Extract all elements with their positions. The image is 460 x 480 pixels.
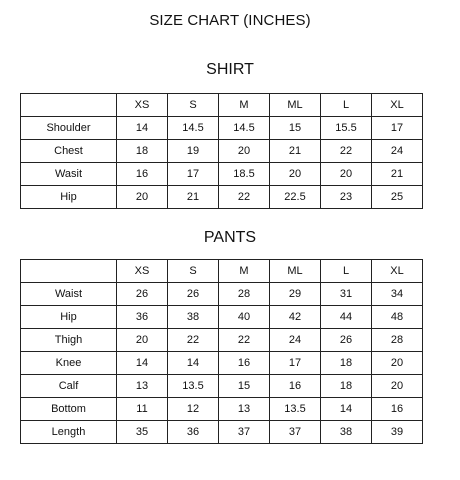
table-header-row (21, 94, 423, 117)
measurement-cell: 24 (270, 329, 321, 352)
measurement-cell: 14 (168, 352, 219, 375)
measurement-cell: 22 (219, 186, 270, 209)
shirt-heading: SHIRT (206, 61, 254, 78)
row-label: Knee (21, 352, 117, 375)
pants-heading: PANTS (203, 229, 257, 246)
measurement-cell: 16 (117, 163, 168, 186)
measurement-cell: 20 (117, 329, 168, 352)
measurement-cell: 20 (321, 163, 372, 186)
size-header: XL (372, 94, 423, 117)
measurement-cell: 13 (219, 398, 270, 421)
measurement-cell: 18.5 (219, 163, 270, 186)
measurement-cell: 22.5 (270, 186, 321, 209)
table-row (21, 163, 423, 186)
measurement-cell: 36 (168, 421, 219, 444)
measurement-cell: 14.5 (219, 117, 270, 140)
measurement-cell: 16 (372, 398, 423, 421)
size-header: ML (270, 260, 321, 283)
measurement-cell: 14 (117, 117, 168, 140)
measurement-cell: 25 (372, 186, 423, 209)
row-label: Bottom (21, 398, 117, 421)
measurement-cell: 20 (372, 375, 423, 398)
row-label: Length (21, 421, 117, 444)
table-row (21, 186, 423, 209)
measurement-cell: 21 (168, 186, 219, 209)
measurement-cell: 28 (219, 283, 270, 306)
measurement-cell: 37 (270, 421, 321, 444)
measurement-cell: 42 (270, 306, 321, 329)
shirt-size-table (20, 93, 423, 209)
measurement-cell: 15 (270, 117, 321, 140)
measurement-cell: 36 (117, 306, 168, 329)
size-header: M (219, 94, 270, 117)
size-header: L (321, 94, 372, 117)
measurement-cell: 29 (270, 283, 321, 306)
measurement-cell: 11 (117, 398, 168, 421)
size-header: ML (270, 94, 321, 117)
measurement-cell: 15.5 (321, 117, 372, 140)
table-header-row (21, 260, 423, 283)
table-row (21, 421, 423, 444)
measurement-cell: 39 (372, 421, 423, 444)
measurement-cell: 23 (321, 186, 372, 209)
corner-cell (21, 260, 117, 283)
measurement-cell: 20 (219, 140, 270, 163)
measurement-cell: 14 (321, 398, 372, 421)
measurement-cell: 31 (321, 283, 372, 306)
size-header: M (219, 260, 270, 283)
measurement-cell: 15 (219, 375, 270, 398)
measurement-cell: 13.5 (270, 398, 321, 421)
measurement-cell: 18 (117, 140, 168, 163)
table-row (21, 375, 423, 398)
measurement-cell: 26 (117, 283, 168, 306)
measurement-cell: 16 (270, 375, 321, 398)
size-header: S (168, 94, 219, 117)
measurement-cell: 17 (372, 117, 423, 140)
row-label: Calf (21, 375, 117, 398)
measurement-cell: 12 (168, 398, 219, 421)
size-header: XS (117, 260, 168, 283)
row-label: Shoulder (21, 117, 117, 140)
pants-size-table (20, 259, 423, 444)
table-row (21, 140, 423, 163)
measurement-cell: 35 (117, 421, 168, 444)
row-label: Wasit (21, 163, 117, 186)
table-row (21, 352, 423, 375)
measurement-cell: 20 (372, 352, 423, 375)
measurement-cell: 24 (372, 140, 423, 163)
measurement-cell: 21 (372, 163, 423, 186)
measurement-cell: 14.5 (168, 117, 219, 140)
row-label: Waist (21, 283, 117, 306)
page-title: SIZE CHART (INCHES) (149, 12, 311, 29)
measurement-cell: 18 (321, 352, 372, 375)
measurement-cell: 22 (321, 140, 372, 163)
measurement-cell: 26 (321, 329, 372, 352)
measurement-cell: 20 (270, 163, 321, 186)
measurement-cell: 38 (168, 306, 219, 329)
measurement-cell: 19 (168, 140, 219, 163)
row-label: Hip (21, 186, 117, 209)
size-header: XL (372, 260, 423, 283)
measurement-cell: 22 (168, 329, 219, 352)
table-row (21, 117, 423, 140)
table-row (21, 398, 423, 421)
size-header: XS (117, 94, 168, 117)
measurement-cell: 34 (372, 283, 423, 306)
size-header: L (321, 260, 372, 283)
measurement-cell: 13 (117, 375, 168, 398)
measurement-cell: 14 (117, 352, 168, 375)
measurement-cell: 48 (372, 306, 423, 329)
measurement-cell: 17 (270, 352, 321, 375)
measurement-cell: 20 (117, 186, 168, 209)
measurement-cell: 18 (321, 375, 372, 398)
table-row (21, 306, 423, 329)
measurement-cell: 17 (168, 163, 219, 186)
size-header: S (168, 260, 219, 283)
measurement-cell: 40 (219, 306, 270, 329)
row-label: Chest (21, 140, 117, 163)
measurement-cell: 22 (219, 329, 270, 352)
corner-cell (21, 94, 117, 117)
measurement-cell: 38 (321, 421, 372, 444)
measurement-cell: 16 (219, 352, 270, 375)
table-row (21, 283, 423, 306)
measurement-cell: 37 (219, 421, 270, 444)
table-row (21, 329, 423, 352)
row-label: Thigh (21, 329, 117, 352)
measurement-cell: 28 (372, 329, 423, 352)
row-label: Hip (21, 306, 117, 329)
measurement-cell: 26 (168, 283, 219, 306)
measurement-cell: 13.5 (168, 375, 219, 398)
measurement-cell: 44 (321, 306, 372, 329)
measurement-cell: 21 (270, 140, 321, 163)
